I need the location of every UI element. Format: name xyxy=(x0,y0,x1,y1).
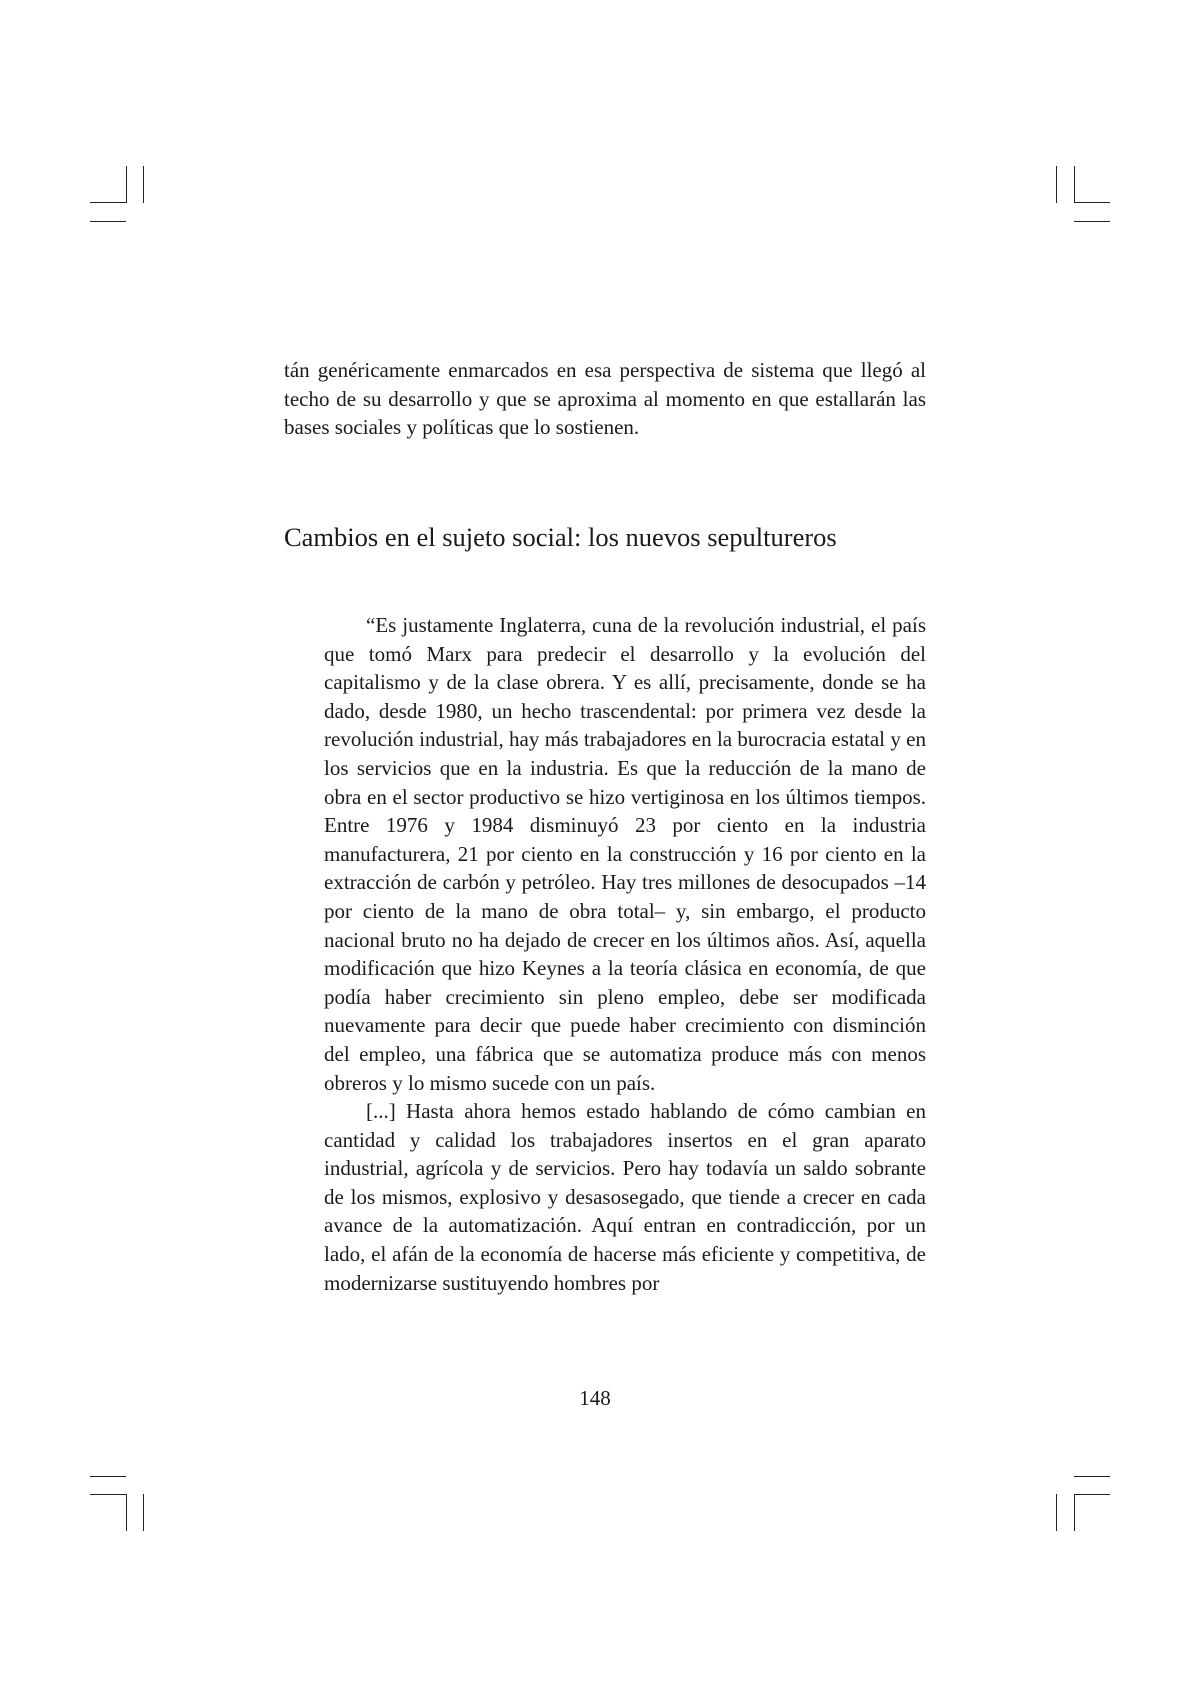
intro-paragraph: tán genéricamente enmarcados en esa perspectiva de sistema que llegó al techo de su desarrollo y que se aproxima al momento en que estallarán las bases sociales y políticas que lo sostienen. xyxy=(284,358,926,440)
crop-mark xyxy=(90,202,126,203)
page-number: 148 xyxy=(579,1386,611,1410)
crop-mark xyxy=(1074,1476,1110,1477)
crop-mark xyxy=(1056,166,1057,203)
crop-mark xyxy=(1074,1494,1075,1531)
crop-mark xyxy=(1074,202,1110,203)
quote-paragraph: [...] Hasta ahora hemos estado hablando de cómo cambian en cantidad y calidad los trabajadores insertos en el gran aparato industrial, agrícola y de servicios. Pero hay todavía un saldo sobrante de los mismos, explosivo y desasosegado, que tiende a crecer en cada avance de la automatización. Aquí entran en contradicción, por un lado, el afán de la economía de hacerse más eficiente y competitiva, de modernizarse sustituyendo hombres por xyxy=(324,1099,926,1295)
section-heading: Cambios en el sujeto social: los nuevos sepultureros xyxy=(284,522,837,552)
block-quote xyxy=(324,611,926,1297)
crop-mark xyxy=(1074,1494,1110,1495)
crop-mark xyxy=(126,166,127,203)
crop-mark xyxy=(1056,1494,1057,1531)
crop-mark xyxy=(143,1494,144,1531)
crop-mark xyxy=(90,1494,126,1495)
crop-mark xyxy=(1074,221,1110,222)
crop-mark xyxy=(90,221,126,222)
crop-mark xyxy=(1074,166,1075,203)
crop-mark xyxy=(143,166,144,203)
crop-mark xyxy=(90,1476,126,1477)
quote-paragraph: “Es justamente Inglaterra, cuna de la revolución industrial, el país que tomó Marx para predecir el desarrollo y la evolución del capitalismo y de la clase obrera. Y es allí, precisamente, donde se ha dado, desde 1980, un hecho trascendental: por primera vez desde la revolución industrial, hay más trabajadores en la burocracia estatal y en los servicios que en la industria. Es que la reducción de la mano de obra en el sector productivo se hizo vertiginosa en los últimos tiempos. Entre 1976 y 1984 disminuyó 23 por ciento en la industria manufacturera, 21 por ciento en la construcción y 16 por ciento en la extracción de carbón y petróleo. Hay tres millones de desocupados –14 por ciento de la mano de obra total– y, sin embargo, el producto nacional bruto no ha dejado de crecer en los últimos años. Así, aquella modificación que hizo Keynes a la teoría clásica en economía, de que podía haber crecimiento sin pleno empleo, debe ser modificada nuevamente para decir que puede haber crecimiento con disminción del empleo, una fábrica que se automatiza produce más con menos obreros y lo mismo sucede con un país. xyxy=(324,613,926,1095)
crop-mark xyxy=(126,1494,127,1531)
